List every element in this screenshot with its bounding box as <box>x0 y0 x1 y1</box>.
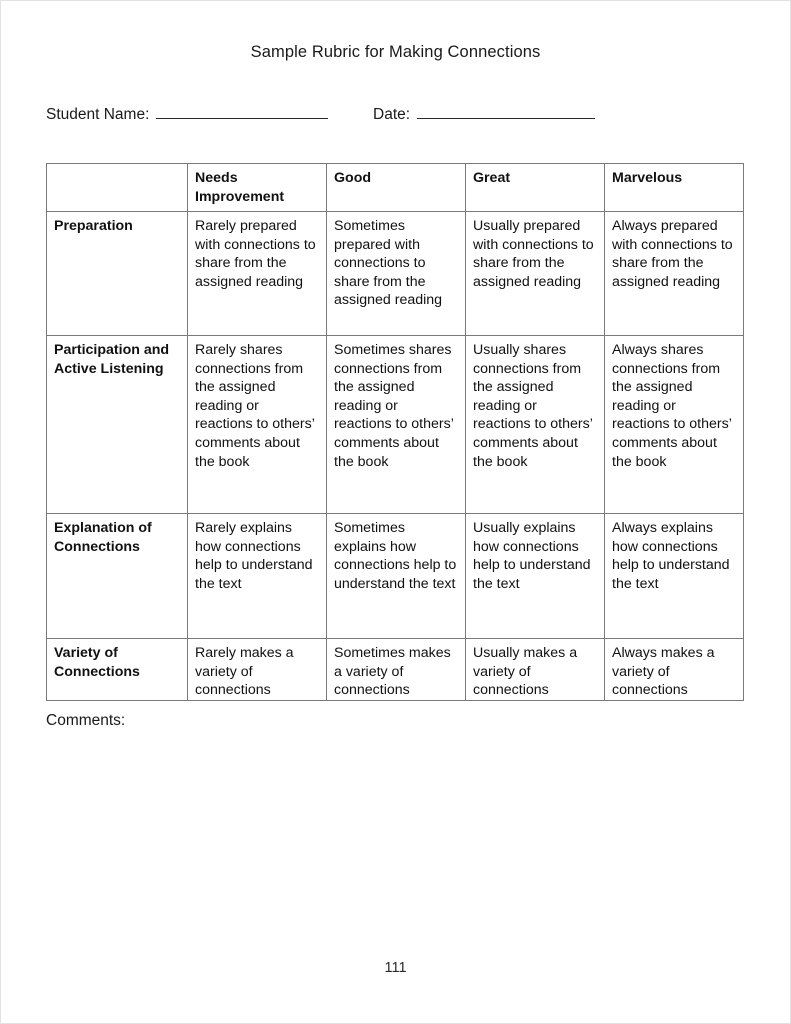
page-title: Sample Rubric for Making Connections <box>250 43 541 61</box>
header-marvelous: Marvelous <box>605 164 744 212</box>
header-corner-cell <box>47 164 188 212</box>
cell-explanation-needs-improvement[interactable]: Rarely explains how connections help to understand the text <box>188 514 327 639</box>
date-label: Date: <box>373 106 411 123</box>
header-great: Great <box>466 164 605 212</box>
date-field-group <box>373 103 595 125</box>
page-number: 111 <box>384 960 407 976</box>
criterion-explanation-of-connections: Explanation of Connections <box>47 514 188 639</box>
student-name-input[interactable] <box>156 103 328 119</box>
rubric-table <box>46 163 744 701</box>
cell-variety-needs-improvement[interactable]: Rarely makes a variety of connections <box>188 639 327 701</box>
header-good: Good <box>327 164 466 212</box>
table-row <box>47 212 744 336</box>
cell-participation-needs-improvement[interactable]: Rarely shares connections from the assigned reading or reactions to others’ comments about the book <box>188 336 327 514</box>
criterion-preparation: Preparation <box>47 212 188 336</box>
cell-preparation-great[interactable]: Usually prepared with connections to share from the assigned reading <box>466 212 605 336</box>
cell-preparation-good[interactable]: Sometimes prepared with connections to share from the assigned reading <box>327 212 466 336</box>
cell-variety-great[interactable]: Usually makes a variety of connections <box>466 639 605 701</box>
table-row <box>47 639 744 701</box>
table-row <box>47 514 744 639</box>
cell-participation-marvelous[interactable]: Always shares connections from the assigned reading or reactions to others’ comments about the book <box>605 336 744 514</box>
form-fields <box>46 103 746 127</box>
cell-participation-good[interactable]: Sometimes shares connections from the assigned reading or reactions to others’ comments about the book <box>327 336 466 514</box>
cell-preparation-marvelous[interactable]: Always prepared with connections to share from the assigned reading <box>605 212 744 336</box>
criterion-participation-active-listening: Participation and Active Listening <box>47 336 188 514</box>
cell-variety-marvelous[interactable]: Always makes a variety of connections <box>605 639 744 701</box>
cell-explanation-great[interactable]: Usually explains how connections help to understand the text <box>466 514 605 639</box>
comments-label: Comments: <box>46 712 126 729</box>
cell-explanation-good[interactable]: Sometimes explains how connections help to understand the text <box>327 514 466 639</box>
student-name-label: Student Name: <box>46 106 150 123</box>
header-needs-improvement: Needs Improvement <box>188 164 327 212</box>
table-row <box>47 336 744 514</box>
student-name-field-group <box>46 103 328 125</box>
criterion-variety-of-connections: Variety of Connections <box>47 639 188 701</box>
cell-participation-great[interactable]: Usually shares connections from the assigned reading or reactions to others’ comments about the book <box>466 336 605 514</box>
cell-variety-good[interactable]: Sometimes makes a variety of connections <box>327 639 466 701</box>
date-input[interactable] <box>417 103 595 119</box>
cell-explanation-marvelous[interactable]: Always explains how connections help to understand the text <box>605 514 744 639</box>
table-header-row <box>47 164 744 212</box>
cell-preparation-needs-improvement[interactable]: Rarely prepared with connections to share from the assigned reading <box>188 212 327 336</box>
